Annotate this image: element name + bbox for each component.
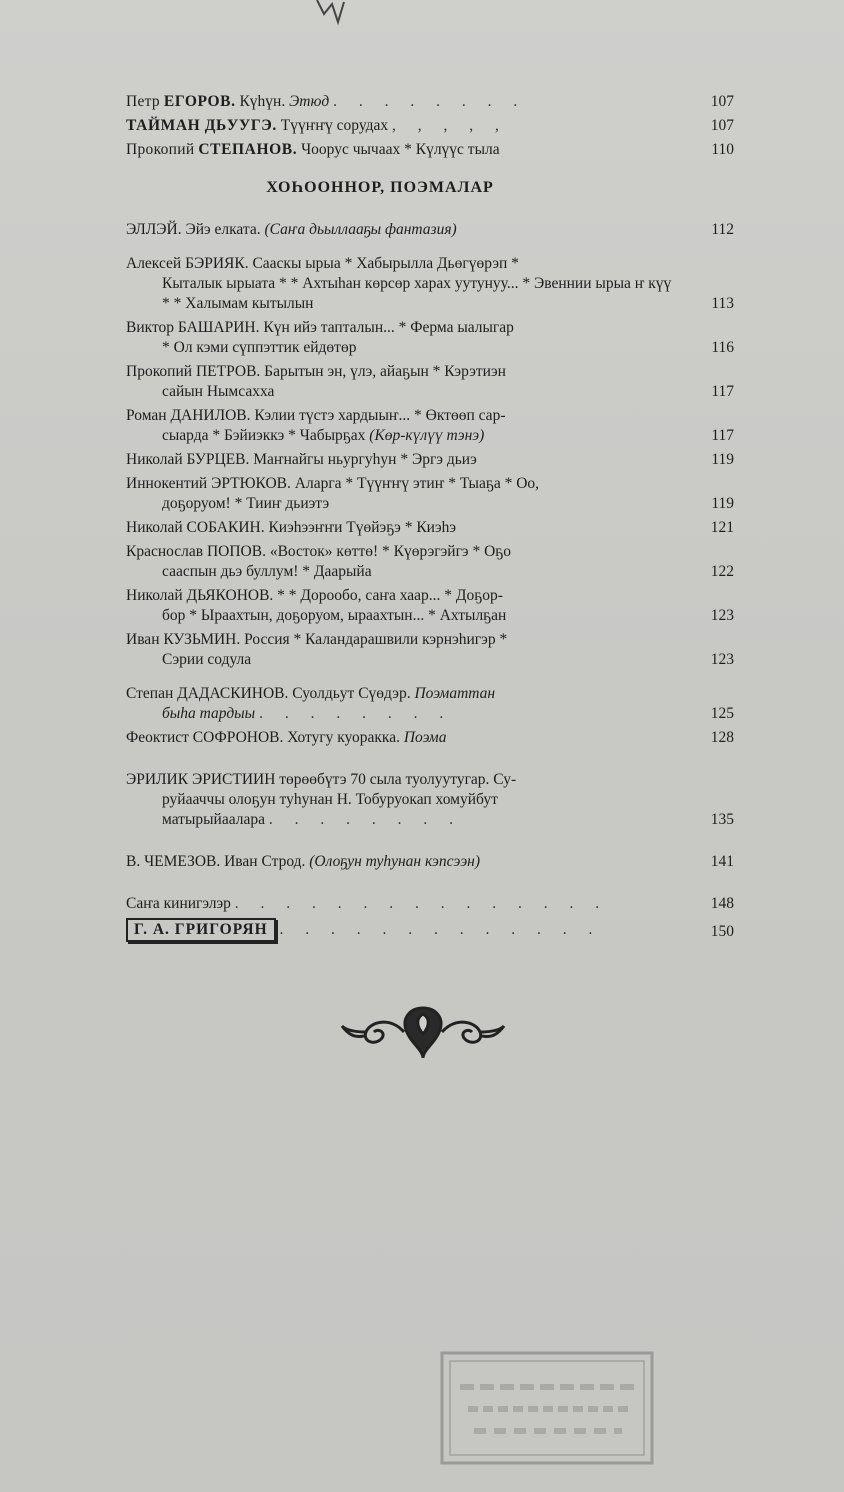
author-last: ТАЙМАН ДЬУУГЭ. — [126, 117, 277, 134]
toc-entry-popov[interactable] — [126, 542, 734, 582]
entry-title: ЭЛЛЭЙ. Эйэ елката. — [126, 221, 261, 238]
entry-line-1: Степан ДАДАСКИНОВ. Суолдьут Сүөдэр. — [126, 685, 411, 702]
page-number: 119 — [711, 451, 734, 468]
ornament-icon — [340, 1000, 506, 1064]
leader-dots: . . . . . . . . . . . . . — [279, 921, 602, 938]
page-number: 113 — [711, 295, 734, 312]
toc-entry-new-books[interactable] — [126, 894, 734, 914]
page-number: 123 — [710, 607, 734, 624]
toc-entry-eristiin[interactable] — [126, 770, 734, 830]
page-number: 121 — [710, 519, 734, 536]
entry-line-1: Иннокентий ЭРТЮКОВ. Аларга * Түүҥҥү этиҥ * Тыаҕа * Оо, — [126, 475, 540, 492]
author-first: Прокопий — [126, 141, 195, 158]
page-number: 116 — [711, 339, 734, 356]
toc-entry-tayman[interactable] — [126, 116, 734, 136]
entry-title: Чоорус чычаах * Күлүүс тыла — [301, 141, 500, 158]
page-mark-icon — [312, 0, 352, 30]
entry-line-2: * Ол кэми сүппэттик ейдөтөр — [162, 339, 357, 356]
page-number: 150 — [710, 923, 734, 940]
entry-subtitle: Поэма — [403, 729, 447, 746]
entry-title: Саҥа кинигэлэр — [126, 895, 231, 912]
library-stamp-icon — [438, 1345, 660, 1470]
table-of-contents — [126, 92, 734, 946]
entry-line-1: Николай ДЬЯКОНОВ. * * Дорообо, саҥа хаар... * Доҕор- — [126, 587, 503, 604]
page-number: 117 — [711, 427, 734, 444]
entry-line-2: сааспын дьэ буллум! * Даарыйа — [162, 563, 372, 580]
entry-subtitle: (Олоҕун туһунан кэпсээн) — [309, 853, 481, 870]
page-number: 148 — [710, 895, 734, 912]
leader-dots: . . . . . . . . . . . . . . . — [234, 895, 609, 912]
toc-entry-dyakonov[interactable] — [126, 586, 734, 626]
entry-line-1: Иван КУЗЬМИН. Россия * Каландарашвили кэрнэһигэр * — [126, 631, 508, 648]
entry-subtitle-2: быһа тардыы — [162, 705, 256, 722]
leader-dots: . . . . . . . . — [268, 811, 462, 828]
entry-subtitle: Поэматтан — [414, 685, 496, 702]
toc-entry-sobakin[interactable] — [126, 518, 734, 538]
entry-line-1: В. ЧЕМЕЗОВ. Иван Строд. — [126, 853, 306, 870]
entry-line-1: Николай СОБАКИН. Киэһээҥҥи Түөйэҕэ * Киэһэ — [126, 519, 457, 536]
page-number: 128 — [710, 729, 734, 746]
entry-line-1: Роман ДАНИЛОВ. Кэлии түстэ хардыыҥ... * Өктөөп сар- — [126, 407, 506, 424]
toc-entry-kuzmin[interactable] — [126, 630, 734, 670]
leader-dots: . . . . . . . . — [333, 93, 527, 110]
page-number: 110 — [711, 141, 734, 158]
entry-line-1: Виктор БАШАРИН. Күн ийэ тапталын... * Ферма ыалыгар — [126, 319, 514, 336]
entry-line-2: доҕоруом! * Тииҥ дьиэтэ — [162, 495, 330, 512]
entry-subtitle: (Саҥа дьыллааҕы фантазия) — [264, 221, 457, 238]
page-number: 117 — [711, 383, 734, 400]
page-number: 107 — [710, 117, 734, 134]
toc-entry-dadaskinov[interactable] — [126, 684, 734, 724]
entry-subtitle: (Көр-күлүү тэнэ) — [369, 427, 485, 444]
author-first: Петр — [126, 93, 160, 110]
entry-line-2: сайын Нымсахха — [162, 383, 275, 400]
toc-entry-egorov[interactable] — [126, 92, 734, 112]
toc-entry-stepanov[interactable] — [126, 140, 734, 160]
toc-entry-beriyak[interactable] — [126, 254, 734, 314]
toc-entry-elley[interactable] — [126, 220, 734, 240]
entry-line-2: Сэрии содула — [162, 651, 252, 668]
entry-line-1: Прокопий ПЕТРОВ. Барытын эн, үлэ, айаҕын * Кэрэтиэн — [126, 363, 506, 380]
page-number: 135 — [710, 811, 734, 828]
entry-line-1: Николай БУРЦЕВ. Маҥнайгы ньургуһун * Эргэ дьиэ — [126, 451, 477, 468]
entry-title: Күһүн. — [239, 93, 286, 110]
leader-dots: , , , , , — [392, 117, 508, 134]
entry-line-2: руйааччы олоҕун туһунан Н. Тобуруокап хомуйбут — [162, 791, 498, 808]
entry-line-2: Кыталык ырыата * * Ахтыһан көрсөр харах уутунуу... * Эвеннии ырыа ҥ күү * * Халымам кытылын — [162, 275, 672, 312]
toc-entry-burtsev[interactable] — [126, 450, 734, 470]
toc-entry-editor[interactable] — [126, 918, 734, 942]
entry-line-2: бор * Ыраахтын, доҕоруом, ыраахтын... * Ахтылҕан — [162, 607, 507, 624]
page-number: 122 — [710, 563, 734, 580]
page-number: 119 — [711, 495, 734, 512]
page-number: 125 — [710, 705, 734, 722]
entry-line-1: ЭРИЛИК ЭРИСТИИН төрөөбүтэ 70 сыла туолуутугар. Су- — [126, 771, 517, 788]
entry-subtitle: Этюд — [289, 93, 330, 110]
author-last: ЕГОРОВ. — [163, 93, 236, 110]
leader-dots: . . . . . . . . — [259, 705, 453, 722]
entry-title: Түүҥҥү сорудах — [280, 117, 389, 134]
section-heading: ХОҺООННОР, ПОЭМАЛАР — [266, 179, 494, 196]
page-number: 141 — [710, 853, 734, 870]
toc-entry-danilov[interactable] — [126, 406, 734, 446]
toc-entry-petrov[interactable] — [126, 362, 734, 402]
entry-line-1: Алексей БЭРИЯК. Сааскы ырыа * Хабырылла Дьөгүөрэп * — [126, 255, 519, 272]
toc-entry-sofronov[interactable] — [126, 728, 734, 748]
toc-entry-chemezov[interactable] — [126, 852, 734, 872]
toc-entry-basharin[interactable] — [126, 318, 734, 358]
entry-line-1: Краснослав ПОПОВ. «Восток» көттө! * Күөрэгэйгэ * Оҕо — [126, 543, 512, 560]
entry-line-3: матырыйаалара — [162, 811, 265, 828]
toc-entry-ertyukov[interactable] — [126, 474, 734, 514]
entry-line-1: Феоктист СОФРОНОВ. Хотугу куоракка. — [126, 729, 400, 746]
page-number: 107 — [710, 93, 734, 110]
page-number: 112 — [711, 221, 734, 238]
author-last: СТЕПАНОВ. — [198, 141, 298, 158]
page-number: 123 — [710, 651, 734, 668]
entry-line-2: сыарда * Бэйиэккэ * Чабырҕах — [162, 427, 366, 444]
editor-name-box: Г. А. ГРИГОРЯН — [126, 918, 276, 942]
